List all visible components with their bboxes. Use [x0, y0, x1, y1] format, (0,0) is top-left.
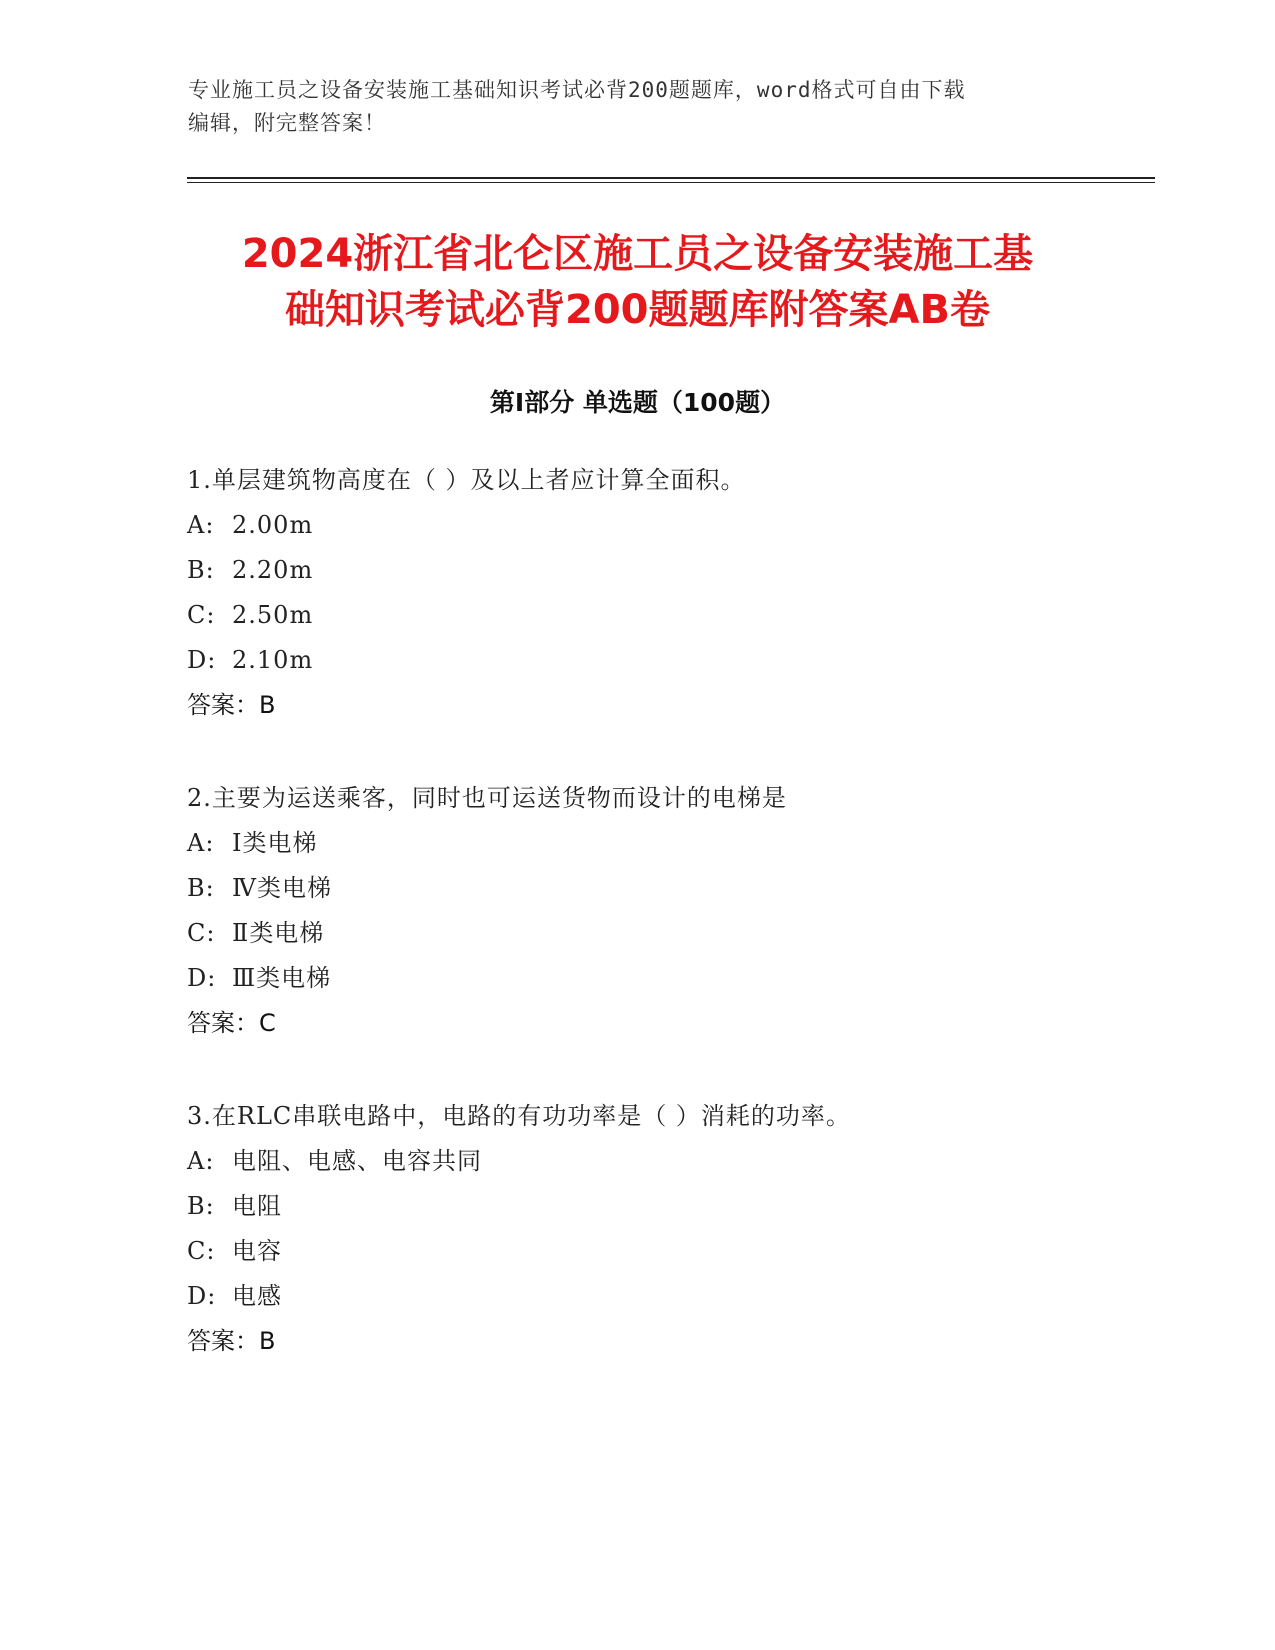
- option-key: C:: [187, 1237, 216, 1265]
- answer: 答案：C: [187, 1009, 276, 1037]
- option-key: A:: [187, 511, 215, 539]
- option-text: Ⅱ类电梯: [232, 919, 325, 947]
- section-title: 第Ⅰ部分 单选题（100题）: [489, 388, 786, 417]
- document-title-line-2: 础知识考试必背200题题库附答案AB卷: [285, 287, 990, 333]
- option-text: 电容: [232, 1237, 282, 1265]
- option-b: [187, 1184, 1137, 1229]
- option-key: B:: [187, 1192, 215, 1220]
- option-key: D:: [187, 646, 217, 674]
- option-b: [187, 548, 1137, 593]
- option-key: B:: [187, 556, 215, 584]
- header-divider-thin: [187, 182, 1155, 183]
- question-1: [187, 458, 1137, 728]
- header-note-line-1: 专业施工员之设备安装施工基础知识考试必背200题题库，word格式可自由下载: [188, 78, 966, 102]
- option-text: Ⅰ类电梯: [232, 829, 318, 857]
- option-key: C:: [187, 601, 216, 629]
- question-stem: 1.单层建筑物高度在（ ）及以上者应计算全面积。: [187, 466, 746, 494]
- option-text: 电阻: [232, 1192, 282, 1220]
- option-key: B:: [187, 874, 215, 902]
- option-d: [187, 1274, 1137, 1319]
- option-a: [187, 821, 1137, 866]
- header-note-line-2: 编辑，附完整答案！: [188, 111, 386, 135]
- option-text: Ⅲ类电梯: [232, 964, 332, 992]
- option-d: [187, 956, 1137, 1001]
- option-key: C:: [187, 919, 216, 947]
- option-c: [187, 593, 1137, 638]
- document-title: [150, 226, 1125, 338]
- answer: 答案：B: [187, 1327, 276, 1355]
- option-key: D:: [187, 964, 217, 992]
- option-text: Ⅳ类电梯: [232, 874, 332, 902]
- option-text: 2.20m: [232, 556, 314, 584]
- option-key: A:: [187, 1147, 215, 1175]
- option-c: [187, 1229, 1137, 1274]
- option-text: 电感: [232, 1282, 282, 1310]
- header-divider-thick: [187, 177, 1155, 179]
- option-a: [187, 503, 1137, 548]
- document-title-line-1: 2024浙江省北仑区施工员之设备安装施工基: [241, 231, 1034, 277]
- option-text: 电阻、电感、电容共同: [232, 1147, 482, 1175]
- option-text: 2.10m: [232, 646, 314, 674]
- question-stem: 3.在RLC串联电路中，电路的有功功率是（ ）消耗的功率。: [187, 1102, 851, 1130]
- option-a: [187, 1139, 1137, 1184]
- question-2: [187, 776, 1137, 1046]
- option-d: [187, 638, 1137, 683]
- option-c: [187, 911, 1137, 956]
- question-3: [187, 1094, 1137, 1364]
- answer: 答案：B: [187, 691, 276, 719]
- option-text: 2.00m: [232, 511, 314, 539]
- option-b: [187, 866, 1137, 911]
- option-text: 2.50m: [232, 601, 314, 629]
- option-key: D:: [187, 1282, 217, 1310]
- option-key: A:: [187, 829, 215, 857]
- header-note: [188, 74, 1088, 140]
- question-stem: 2.主要为运送乘客，同时也可运送货物而设计的电梯是: [187, 784, 787, 812]
